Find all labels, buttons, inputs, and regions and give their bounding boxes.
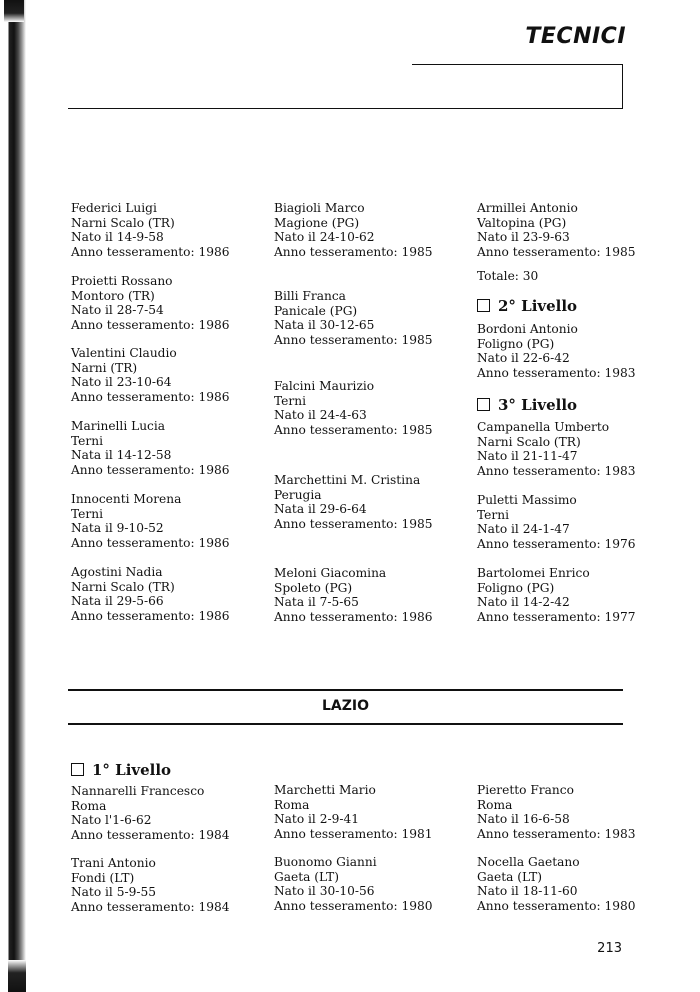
checkbox-square-icon xyxy=(477,398,490,411)
total-count: Totale: 30 xyxy=(477,269,539,283)
entry-place: Terni xyxy=(477,507,509,522)
entry-place: Foligno (PG) xyxy=(477,336,555,351)
entry-birth: Nato il 22-6-42 xyxy=(477,351,570,366)
entry-place: Gaeta (LT) xyxy=(274,869,339,884)
entry xyxy=(477,855,636,913)
page-number: 213 xyxy=(597,941,622,956)
header-rule-top xyxy=(412,64,623,65)
entry xyxy=(274,201,433,259)
entry-birth: Nata il 14-12-58 xyxy=(71,448,172,463)
entry-name: Federici Luigi xyxy=(71,201,157,215)
entry-year: Anno tesseramento: 1977 xyxy=(477,609,636,624)
entry-place: Panicale (PG) xyxy=(274,303,358,318)
entry-birth: Nata il 30-12-65 xyxy=(274,318,375,333)
entry-birth: Nata il 29-5-66 xyxy=(71,594,164,609)
entry-birth: Nato il 2-9-41 xyxy=(274,812,359,827)
level-1-label: 1° Livello xyxy=(92,761,172,779)
entry-year: Anno tesseramento: 1986 xyxy=(274,609,433,624)
entry xyxy=(71,274,230,332)
entry-birth: Nato il 23-10-64 xyxy=(71,375,172,390)
entry xyxy=(477,420,636,478)
entry-year: Anno tesseramento: 1983 xyxy=(477,463,636,478)
level-1-heading xyxy=(71,761,171,779)
entry-year: Anno tesseramento: 1986 xyxy=(71,608,230,623)
entry-place: Gaeta (LT) xyxy=(477,869,542,884)
entry xyxy=(71,346,230,404)
entry-place: Roma xyxy=(71,798,107,813)
entry-birth: Nato il 5-9-55 xyxy=(71,885,156,900)
entry-name: Bartolomei Enrico xyxy=(477,566,590,580)
entry xyxy=(477,322,636,380)
entry-birth: Nato il 18-11-60 xyxy=(477,884,578,899)
entry xyxy=(477,783,636,841)
entry-place: Spoleto (PG) xyxy=(274,580,353,595)
entry-name: Agostini Nadia xyxy=(71,565,163,579)
entry-birth: Nata il 29-6-64 xyxy=(274,502,367,517)
entry-year: Anno tesseramento: 1976 xyxy=(477,536,636,551)
entry xyxy=(274,289,433,347)
entry-name: Proietti Rossano xyxy=(71,274,173,288)
checkbox-square-icon xyxy=(477,299,490,312)
entry-birth: Nato il 16-6-58 xyxy=(477,812,570,827)
entry xyxy=(71,492,230,550)
page-header-title: TECNICI xyxy=(525,24,626,49)
entry xyxy=(274,783,433,841)
entry-birth: Nato il 14-9-58 xyxy=(71,230,164,245)
level-3-heading xyxy=(477,398,577,413)
entry-name: Armillei Antonio xyxy=(477,201,578,215)
entry-year: Anno tesseramento: 1985 xyxy=(274,332,433,347)
entry-year: Anno tesseramento: 1984 xyxy=(71,899,230,914)
entry-name: Marinelli Lucia xyxy=(71,419,166,433)
book-binding-edge xyxy=(0,0,26,992)
entry-name: Innocenti Morena xyxy=(71,492,182,506)
entry-year: Anno tesseramento: 1980 xyxy=(274,898,433,913)
checkbox-square-icon xyxy=(71,763,84,776)
entry xyxy=(71,419,230,477)
entry-year: Anno tesseramento: 1983 xyxy=(477,365,636,380)
entry-name: Nannarelli Francesco xyxy=(71,784,205,798)
entry-name: Campanella Umberto xyxy=(477,420,610,434)
entry-name: Trani Antonio xyxy=(71,856,156,870)
entry-place: Valtopina (PG) xyxy=(477,215,567,230)
section-rule-bottom xyxy=(68,723,623,725)
entry-place: Magione (PG) xyxy=(274,215,360,230)
entry-place: Narni Scalo (TR) xyxy=(477,434,581,449)
entry-place: Narni Scalo (TR) xyxy=(71,579,175,594)
entry-birth: Nata il 9-10-52 xyxy=(71,521,164,536)
entry-birth: Nato l'1-6-62 xyxy=(71,813,152,828)
entry-year: Anno tesseramento: 1983 xyxy=(477,826,636,841)
entry-year: Anno tesseramento: 1986 xyxy=(71,389,230,404)
entry-year: Anno tesseramento: 1984 xyxy=(71,827,230,842)
entry-birth: Nato il 24-4-63 xyxy=(274,408,367,423)
binding-shadow-top xyxy=(4,0,24,22)
binding-shadow-bottom xyxy=(8,960,26,992)
entry xyxy=(71,565,230,623)
entry-name: Marchettini M. Cristina xyxy=(274,473,421,487)
entry-birth: Nato il 14-2-42 xyxy=(477,595,570,610)
entry-birth: Nato il 30-10-56 xyxy=(274,884,375,899)
entry-year: Anno tesseramento: 1985 xyxy=(477,244,636,259)
entry-place: Roma xyxy=(477,797,513,812)
entry-place: Narni (TR) xyxy=(71,360,138,375)
entry-year: Anno tesseramento: 1986 xyxy=(71,462,230,477)
level-2-heading xyxy=(477,299,577,314)
entry-place: Roma xyxy=(274,797,310,812)
entry-birth: Nato il 28-7-54 xyxy=(71,303,164,318)
entry-birth: Nato il 23-9-63 xyxy=(477,230,570,245)
entry xyxy=(71,201,230,259)
entry-year: Anno tesseramento: 1986 xyxy=(71,244,230,259)
entry-place: Perugia xyxy=(274,487,322,502)
entry-year: Anno tesseramento: 1986 xyxy=(71,317,230,332)
entry-year: Anno tesseramento: 1985 xyxy=(274,422,433,437)
entry xyxy=(71,784,230,842)
entry-birth: Nato il 21-11-47 xyxy=(477,449,578,464)
entry xyxy=(274,379,433,437)
entry xyxy=(477,201,636,259)
level-3-label: 3° Livello xyxy=(498,396,578,414)
entry-year: Anno tesseramento: 1980 xyxy=(477,898,636,913)
entry xyxy=(71,856,230,914)
entry xyxy=(274,473,433,531)
entry-year: Anno tesseramento: 1981 xyxy=(274,826,433,841)
entry-year: Anno tesseramento: 1985 xyxy=(274,244,433,259)
entry-name: Pieretto Franco xyxy=(477,783,574,797)
entry-year: Anno tesseramento: 1985 xyxy=(274,516,433,531)
entry-name: Marchetti Mario xyxy=(274,783,376,797)
entry xyxy=(274,855,433,913)
entry xyxy=(274,566,433,624)
header-rule-bottom xyxy=(68,108,623,109)
entry-name: Puletti Massimo xyxy=(477,493,577,507)
entry-name: Biagioli Marco xyxy=(274,201,365,215)
entry-name: Billi Franca xyxy=(274,289,346,303)
entry-place: Terni xyxy=(274,393,306,408)
entry-name: Bordoni Antonio xyxy=(477,322,578,336)
entry xyxy=(477,493,636,551)
header-rule-vertical xyxy=(622,64,623,109)
level-2-label: 2° Livello xyxy=(498,297,578,315)
entry-place: Foligno (PG) xyxy=(477,580,555,595)
entry-name: Buonomo Gianni xyxy=(274,855,377,869)
entry-place: Terni xyxy=(71,506,103,521)
section-rule-top xyxy=(68,689,623,691)
region-title: LAZIO xyxy=(321,698,370,714)
entry-place: Fondi (LT) xyxy=(71,870,135,885)
entry-name: Valentini Claudio xyxy=(71,346,177,360)
entry-birth: Nata il 7-5-65 xyxy=(274,595,359,610)
entry xyxy=(477,566,636,624)
entry-birth: Nato il 24-10-62 xyxy=(274,230,375,245)
entry-birth: Nato il 24-1-47 xyxy=(477,522,570,537)
entry-place: Narni Scalo (TR) xyxy=(71,215,175,230)
entry-name: Meloni Giacomina xyxy=(274,566,387,580)
entry-name: Nocella Gaetano xyxy=(477,855,580,869)
entry-year: Anno tesseramento: 1986 xyxy=(71,535,230,550)
entry-name: Falcini Maurizio xyxy=(274,379,375,393)
entry-place: Montoro (TR) xyxy=(71,288,155,303)
entry-place: Terni xyxy=(71,433,103,448)
